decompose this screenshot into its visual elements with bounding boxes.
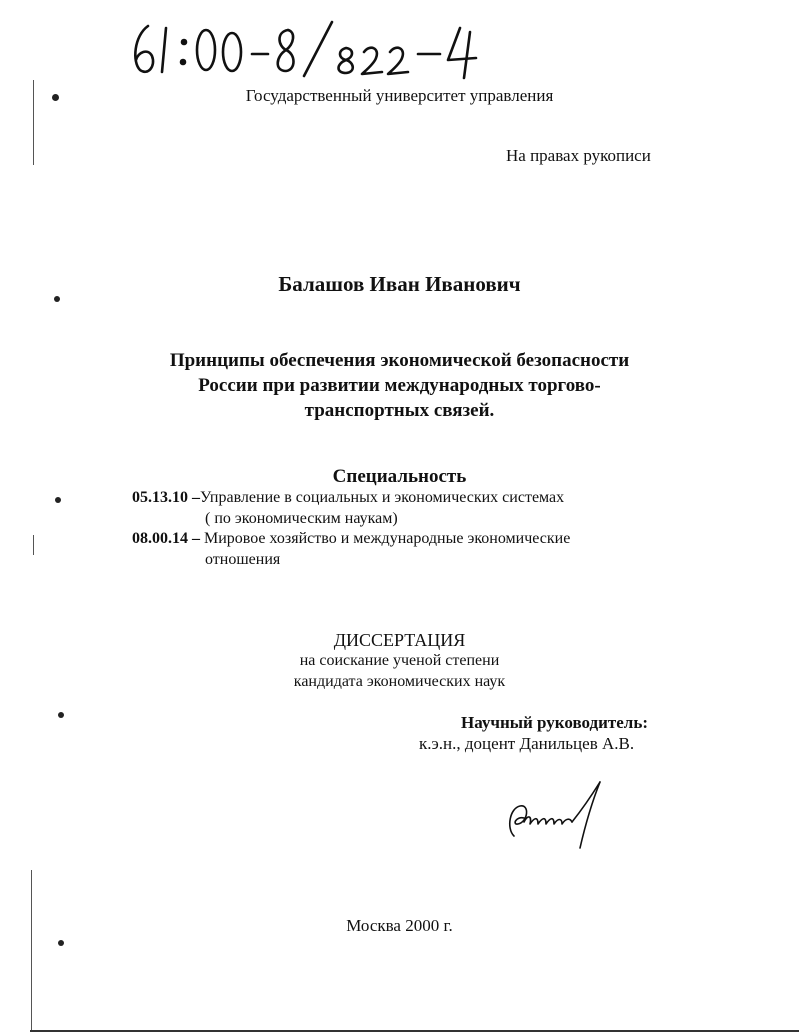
margin-scan-line — [33, 535, 34, 555]
dissertation-title-line-2: России при развитии международных торгово- — [198, 375, 601, 396]
bottom-scan-line — [30, 1030, 799, 1032]
margin-punch-mark — [58, 940, 64, 946]
university-name: Государственный университет управления — [245, 86, 554, 105]
specialty-item — [132, 489, 564, 507]
margin-punch-mark — [58, 712, 64, 718]
specialty-continuation: ( по экономическим наукам) — [205, 510, 398, 527]
specialty-code: 08.00.14 – — [132, 530, 204, 547]
specialty-text: Управление в социальных и экономических системах — [200, 489, 565, 506]
dissertation-label: ДИССЕРТАЦИЯ — [333, 630, 466, 650]
specialty-continuation: отношения — [205, 551, 281, 568]
advisor-name: к.э.н., доцент Данильцев А.В. — [419, 734, 635, 753]
author-name: Балашов Иван Иванович — [278, 272, 521, 296]
dissertation-degree: кандидата экономических наук — [293, 673, 506, 690]
rights-note: На правах рукописи — [506, 146, 651, 165]
specialty-text: Мировое хозяйство и международные экономические — [204, 530, 571, 547]
specialty-heading: Специальность — [332, 466, 467, 487]
advisor-signature — [500, 778, 610, 853]
margin-scan-line — [33, 80, 34, 165]
advisor-label: Научный руководитель: — [461, 713, 648, 732]
margin-scan-line — [31, 870, 32, 1030]
margin-punch-mark — [54, 296, 60, 302]
dissertation-title-line-3: транспортных связей. — [304, 400, 495, 421]
margin-punch-mark — [52, 94, 59, 101]
city-year: Москва 2000 г. — [346, 916, 453, 935]
dissertation-title-line-1: Принципы обеспечения экономической безопасности — [169, 350, 630, 371]
handwritten-archive-code — [126, 14, 486, 80]
dissertation-purpose: на соискание ученой степени — [299, 652, 500, 669]
margin-punch-mark — [55, 497, 61, 503]
specialty-code: 05.13.10 – — [132, 489, 200, 506]
specialty-item — [132, 530, 570, 548]
